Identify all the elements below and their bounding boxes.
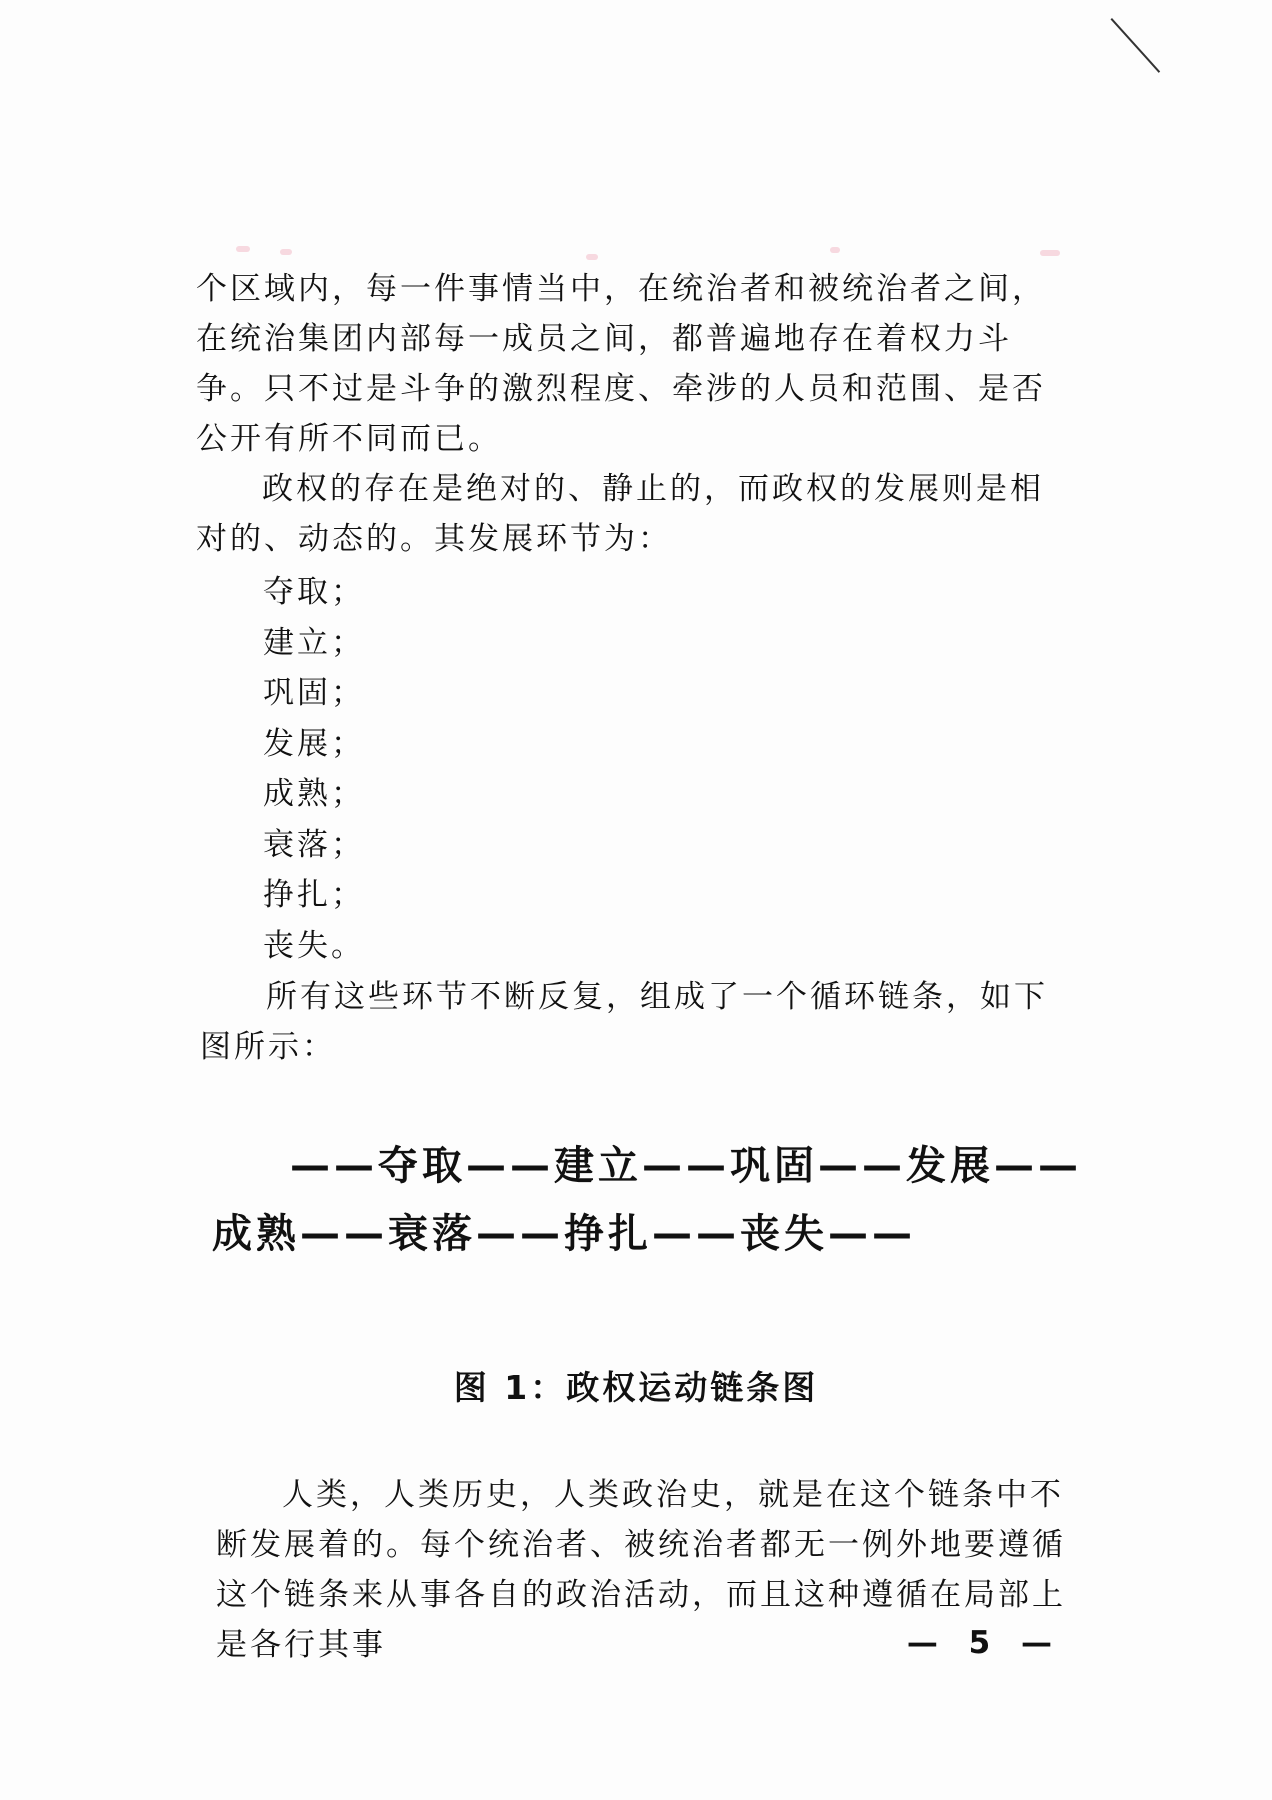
scan-artifact [830, 247, 840, 253]
scan-corner-mark [1112, 0, 1113, 1]
scan-artifact [280, 249, 292, 255]
chain-line-2: 成熟——衰落——挣扎——丧失—— [212, 1211, 916, 1257]
figure-caption: 图 1：政权运动链条图 [453, 1368, 819, 1407]
stage-item: 巩固； [263, 675, 365, 711]
stage-item: 衰落； [263, 826, 365, 863]
stage-item: 发展； [263, 725, 365, 762]
cycle-chain-figure [212, 1132, 1092, 1268]
stage-item: 建立； [263, 624, 365, 661]
body-text-top [196, 264, 1076, 564]
chain-line-1: ——夺取——建立——巩固——发展—— [290, 1143, 1082, 1189]
stage-item: 成熟； [263, 776, 365, 812]
paragraph-continued: 个区域内，每一件事情当中，在统治者和被统治者之间，在统治集团内部每一成员之间，都普遍地存在着权力斗争。只不过是斗争的激烈程度、牵涉的人员和范围、是否公开有所不同而已。 [196, 271, 1046, 457]
paragraph-human-history: 人类，人类历史，人类政治史，就是在这个链条中不断发展着的。每个统治者、被统治者都无一例外地要遵循这个链条来从事各自的政治活动，而且这种遵循在局部上是各行其事 [216, 1477, 1066, 1663]
page-number: — 5 — [906, 1625, 1062, 1661]
stage-list [263, 567, 365, 971]
stage-item: 丧失。 [263, 927, 365, 964]
stage-item: 夺取； [263, 574, 365, 610]
scan-artifact [236, 246, 250, 252]
scan-artifact [586, 254, 598, 260]
paragraph-cycle-intro: 所有这些环节不断反复，组成了一个循环链条，如下图所示： [200, 979, 1048, 1065]
scan-artifact [1040, 250, 1060, 256]
stage-item: 挣扎； [263, 877, 365, 913]
paragraph-stages-intro: 政权的存在是绝对的、静止的，而政权的发展则是相对的、动态的。其发展环节为： [196, 471, 1044, 557]
body-text-middle [200, 972, 1080, 1072]
